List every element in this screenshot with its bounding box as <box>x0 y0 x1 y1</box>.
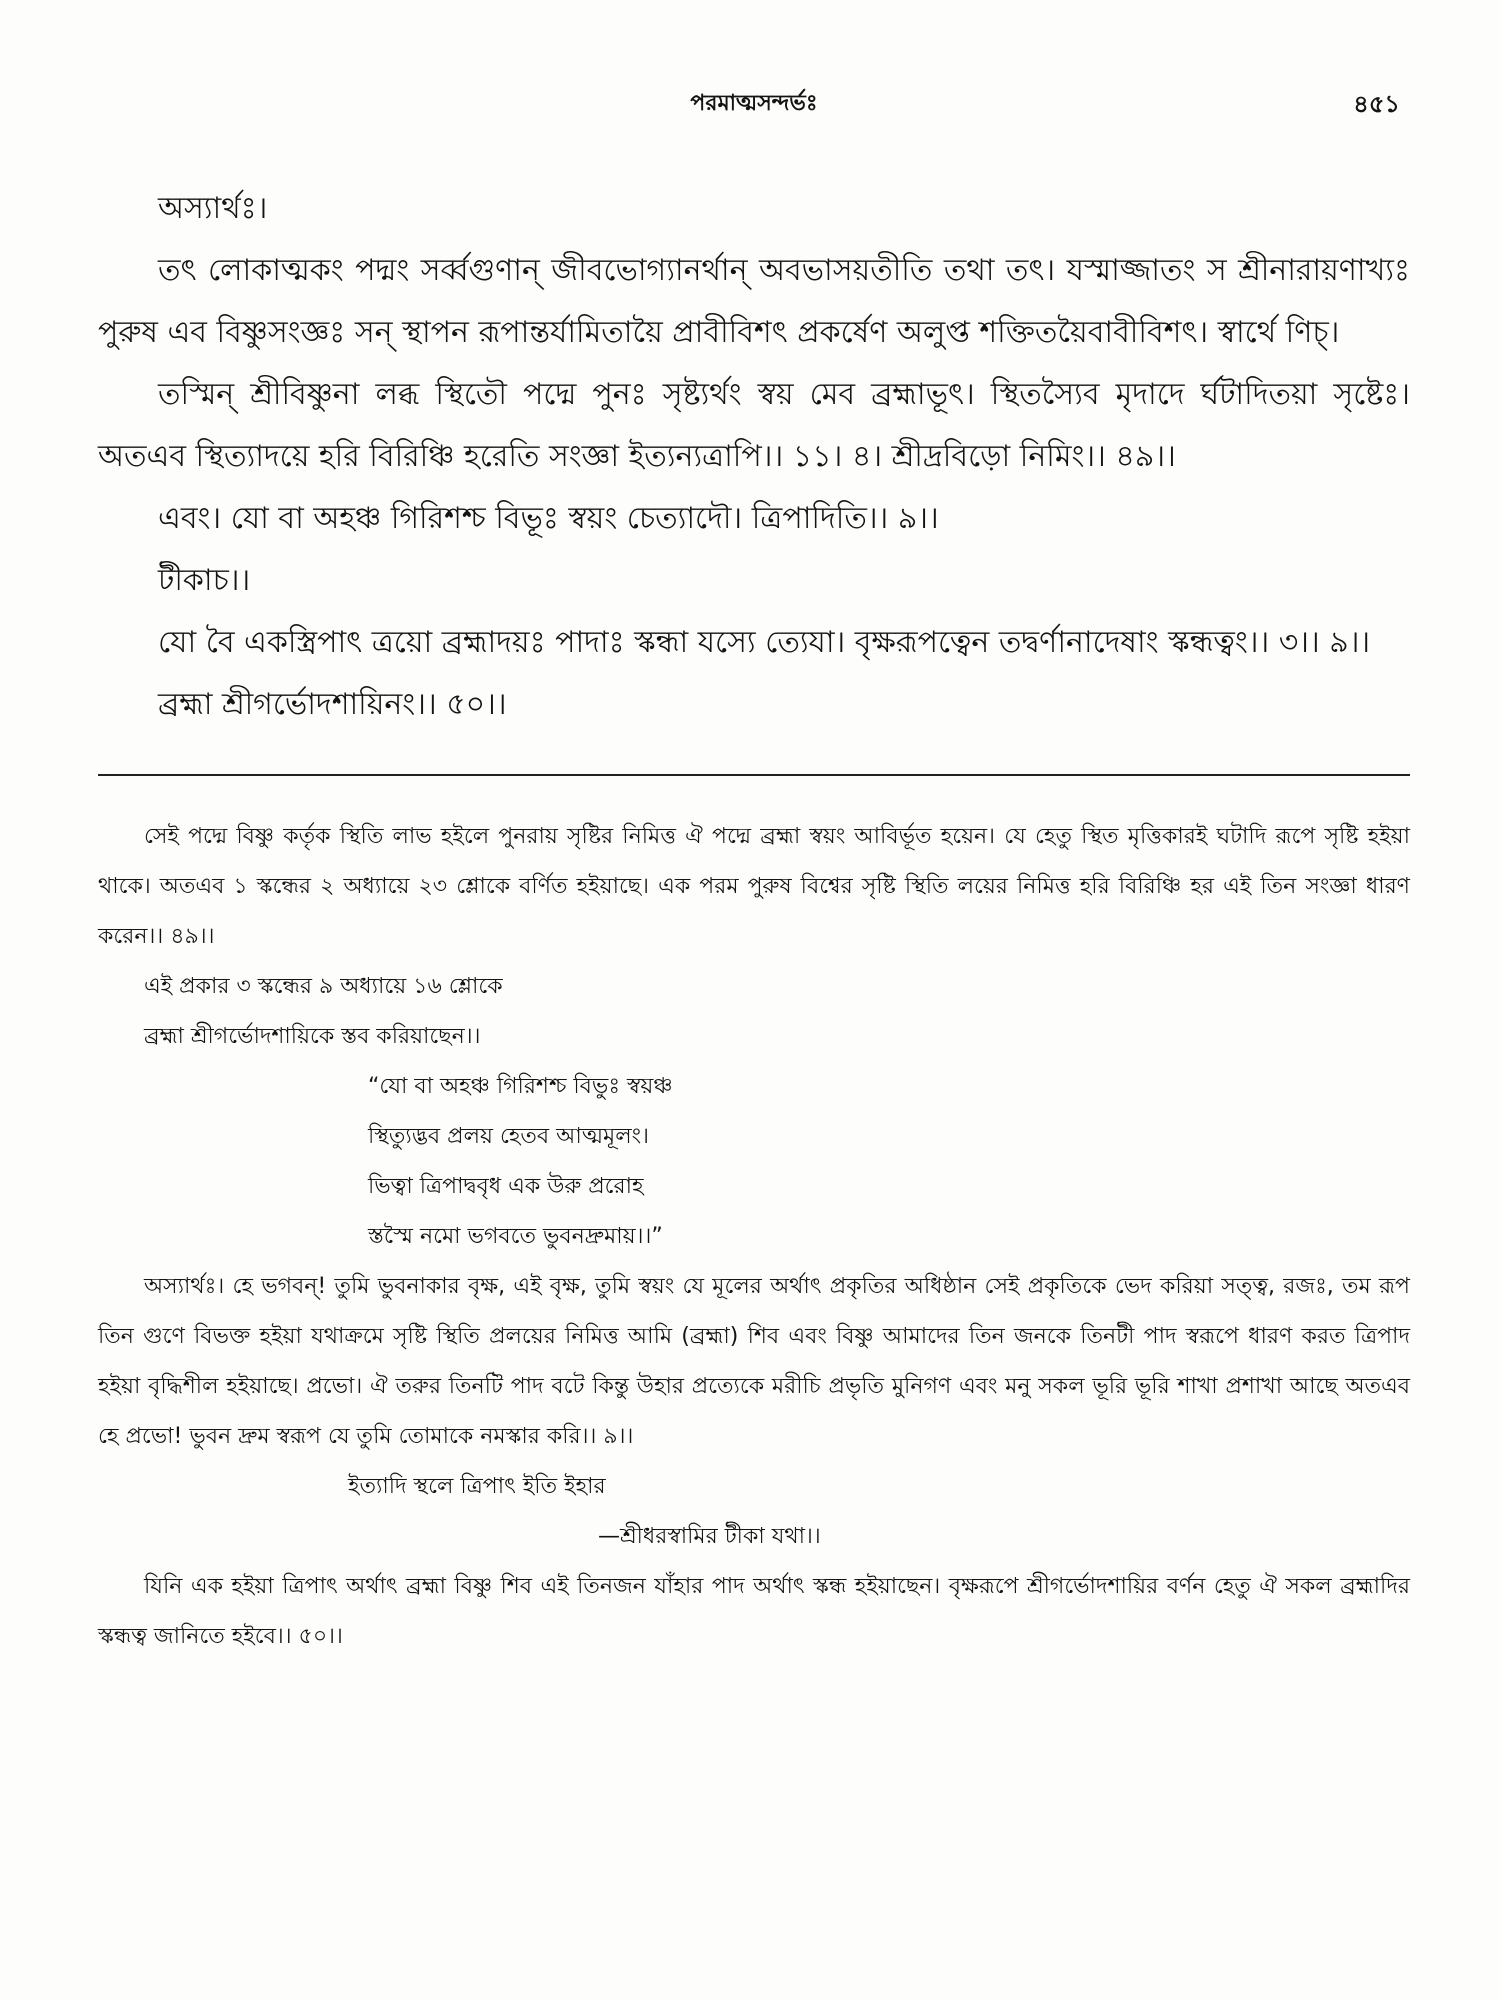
paragraph: এই প্রকার ৩ স্কন্ধের ৯ অধ্যায়ে ১৬ শ্লোকে <box>144 974 503 999</box>
citation-line: ইত্যাদি স্থলে ত্রিপাৎ ইতি ইহার <box>348 1474 606 1499</box>
page-header <box>98 86 1410 126</box>
paragraph: সেই পদ্মে বিষ্ণু কর্তৃক স্থিতি লাভ হইলে পুনরায় সৃষ্টির নিমিত্ত ঐ পদ্মে ব্রহ্মা স্বয়ং আবির্ভূত হয়েন। যে হেতু স্থিত মৃত্তিকারই ঘটাদি রূপে সৃষ্টি হইয়া থাকে। অতএব ১ স্কন্ধের ২ অধ্যায়ে ২৩ শ্লোকে বর্ণিত হইয়াছে। এক পরম পুরুষ বিশ্বের সৃষ্টি স্থিতি লয়ের নিমিত্ত হরি বিরিঞ্চি হর এই তিন সংজ্ঞা ধারণ করেন।। ৪৯।। <box>98 824 1410 949</box>
paragraph: ব্রহ্মা শ্রীগর্ভোদশায়িকে স্তব করিয়াছেন।। <box>144 1024 481 1049</box>
running-title: পরমাত্মসন্দর্ভঃ <box>690 91 818 116</box>
verse-line: স্থিত্যুদ্ভব প্রলয় হেতব আত্মমূলং। <box>368 1124 649 1149</box>
verse-quote <box>368 1062 1410 1262</box>
verse-line: স্তস্মৈ নমো ভগবতে ভুবনদ্রুমায়।।” <box>368 1224 663 1249</box>
paragraph: যো বৈ একস্ত্রিপাৎ ত্রয়ো ব্রহ্মাদয়ঃ পাদাঃ স্কন্ধা যস্যে ত্যেযা। বৃক্ষরূপত্বেন তদ্বর্ণানাদেষাং স্কন্ধত্বং।। ৩।। ৯।। <box>158 625 1371 660</box>
paragraph: টীকাচ।। <box>158 563 251 598</box>
sanskrit-commentary <box>98 178 1410 736</box>
paragraph: ব্রহ্মা শ্রীগর্ভোদশায়িনং।। ৫০।। <box>158 687 507 722</box>
paragraph: যিনি এক হইয়া ত্রিপাৎ অর্থাৎ ব্রহ্মা বিষ্ণু শিব এই তিনজন যাঁহার পাদ অর্থাৎ স্কন্ধ হইয়াছেন। বৃক্ষরূপে শ্রীগর্ভোদশায়ির বর্ণন হেতু ঐ সকল ব্রহ্মাদির স্কন্ধত্ব জানিতে হইবে।। ৫০।। <box>98 1574 1410 1649</box>
paragraph: তস্মিন্ শ্রীবিষ্ণুনা লব্ধ স্থিতৌ পদ্মে পুনঃ সৃষ্ট্যর্থং স্বয় মেব ব্রহ্মাভূৎ। স্থিতস্যৈব মৃদাদে র্ঘটাদিতয়া সৃষ্টেঃ। অতএব স্থিত্যাদয়ে হরি বিরিঞ্চি হরেতি সংজ্ঞা ইত্যন্যত্রাপি।। ১১। ৪। শ্রীদ্রবিড়ো নিমিং।। ৪৯।। <box>98 377 1410 474</box>
book-page <box>98 86 1410 1662</box>
attribution: —শ্রীধরস্বামির টীকা যথা।। <box>598 1524 821 1549</box>
section-divider <box>98 774 1410 776</box>
paragraph: এবং। যো বা অহঞ্চ গিরিশশ্চ বিভূঃ স্বয়ং চেত্যাদৌ। ত্রিপাদিতি।। ৯।। <box>158 501 939 536</box>
paragraph: অস্যার্থঃ। <box>158 191 268 226</box>
verse-line: ভিত্বা ত্রিপাদ্ববৃধ এক উরু প্ররোহ <box>368 1174 644 1199</box>
paragraph: তৎ লোকাত্মকং পদ্মং সর্ব্বগুণান্ জীবভোগ্যানর্থান্ অবভাসয়তীতি তথা তৎ। যস্মাজ্জাতং স শ্রীনারায়ণাখ্যঃ পুরুষ এব বিষ্ণুসংজ্ঞঃ সন্ স্থাপন রূপান্তর্যামিতায়ৈ প্রাবীবিশৎ প্রকর্ষেণ অলুপ্ত শক্তিতয়ৈবাবীবিশৎ। স্বার্থে ণিচ্। <box>98 253 1410 350</box>
page-number: ৪৫১ <box>1353 90 1400 118</box>
bengali-translation <box>98 812 1410 1662</box>
verse-line: “যো বা অহঞ্চ গিরিশশ্চ বিভুঃ স্বয়ঞ্চ <box>368 1074 673 1099</box>
paragraph: অস্যার্থঃ। হে ভগবন্! তুমি ভুবনাকার বৃক্ষ, এই বৃক্ষ, তুমি স্বয়ং যে মূলের অর্থাৎ প্রকৃতির অধিষ্ঠান সেই প্রকৃতিকে ভেদ করিয়া সত্ত্ব, রজঃ, তম রূপ তিন গুণে বিভক্ত হইয়া যথাক্রমে সৃষ্টি স্থিতি প্রলয়ের নিমিত্ত আমি (ব্রহ্মা) শিব এবং বিষ্ণু আমাদের তিন জনকে তিনটী পাদ স্বরূপে ধারণ করত ত্রিপাদ হইয়া বৃদ্ধিশীল হইয়াছে। প্রভো। ঐ তরুর তিনটি পাদ বটে কিন্তু উহার প্রত্যেকে মরীচি প্রভৃতি মুনিগণ এবং মনু সকল ভূরি ভূরি শাখা প্রশাখা আছে অতএব হে প্রভো! ভুবন দ্রুম স্বরূপ যে তুমি তোমাকে নমস্কার করি।। ৯।। <box>98 1274 1410 1449</box>
